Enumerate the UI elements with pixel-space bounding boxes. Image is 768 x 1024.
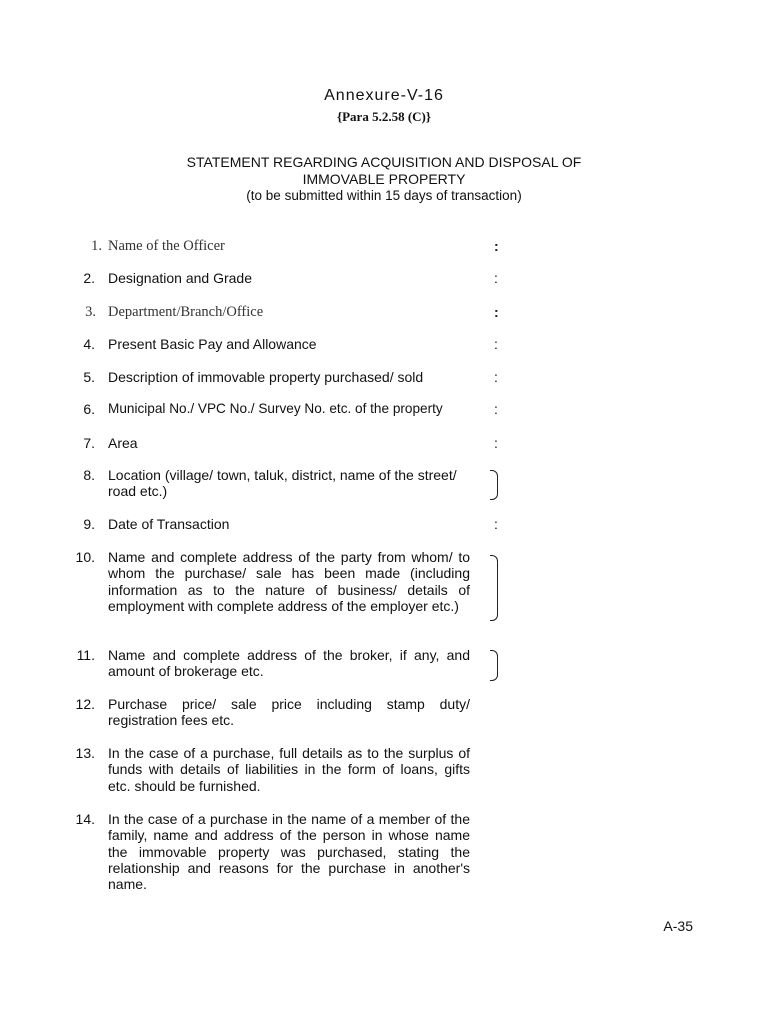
item-label: Name of the Officer [108, 238, 225, 254]
bracket-party-address [490, 555, 498, 621]
item-number: 6. [83, 401, 95, 417]
item-label: Description of immovable property purchased/ sold [108, 369, 424, 385]
item-label: Designation and Grade [108, 270, 252, 286]
item-colon: : [494, 304, 499, 320]
statement-heading-line2: IMMOVABLE PROPERTY [302, 171, 466, 187]
item-number: 3. [85, 304, 96, 320]
item-number: 8. [83, 467, 95, 483]
item-colon: : [494, 435, 498, 451]
item-label: Area [108, 435, 138, 451]
item-label: Location (village/ town, taluk, district, name of the street/ road etc.) [108, 467, 457, 500]
item-number: 13. [75, 745, 95, 761]
bracket-location [490, 470, 498, 500]
para-reference: {Para 5.2.58 (C)} [336, 109, 431, 124]
item-number: 10. [75, 549, 95, 565]
statement-subtitle: (to be submitted within 15 days of transaction) [246, 188, 522, 203]
item-number: 12. [75, 696, 95, 712]
item-label: Date of Transaction [108, 516, 230, 532]
item-number: 5. [83, 369, 95, 385]
statement-heading-line1: STATEMENT REGARDING ACQUISITION AND DISPOSAL OF [186, 154, 582, 170]
item-colon: : [494, 401, 498, 417]
item-label: In the case of a purchase, full details as to the surplus of funds with details of liabilities in the form of loans, gifts etc. should be furnished. [108, 745, 470, 794]
item-number: 4. [83, 336, 95, 352]
item-label: Purchase price/ sale price including stamp duty/ registration fees etc. [108, 696, 470, 729]
item-number: 11. [76, 647, 95, 663]
item-label: Name and complete address of the party from whom/ to whom the purchase/ sale has been made (including information as to the nature of business/ details of employment with complete address of the employer etc.) [108, 549, 470, 614]
item-number: 9. [83, 516, 95, 532]
item-colon: : [494, 516, 498, 532]
bracket-broker [490, 650, 498, 681]
item-label: Present Basic Pay and Allowance [108, 336, 317, 352]
item-colon: : [494, 238, 499, 254]
item-label: Municipal No./ VPC No./ Survey No. etc. of the property [108, 401, 443, 416]
item-colon: : [494, 270, 498, 286]
page-number: A-35 [663, 918, 693, 934]
item-number: 2. [83, 270, 95, 286]
item-colon: : [494, 369, 498, 385]
item-label: Name and complete address of the broker, if any, and amount of brokerage etc. [108, 647, 470, 680]
item-number: 7. [83, 435, 95, 451]
item-label: In the case of a purchase in the name of a member of the family, name and address of the person in whose name the immovable property was purchased, stating the relationship and reasons for the purchase in another's name. [108, 811, 470, 893]
item-number: 14. [75, 811, 95, 827]
annexure-title: Annexure-V-16 [324, 87, 444, 104]
item-colon: : [494, 336, 498, 352]
item-number: 1. [91, 238, 102, 254]
item-label: Department/Branch/Office [108, 304, 264, 320]
